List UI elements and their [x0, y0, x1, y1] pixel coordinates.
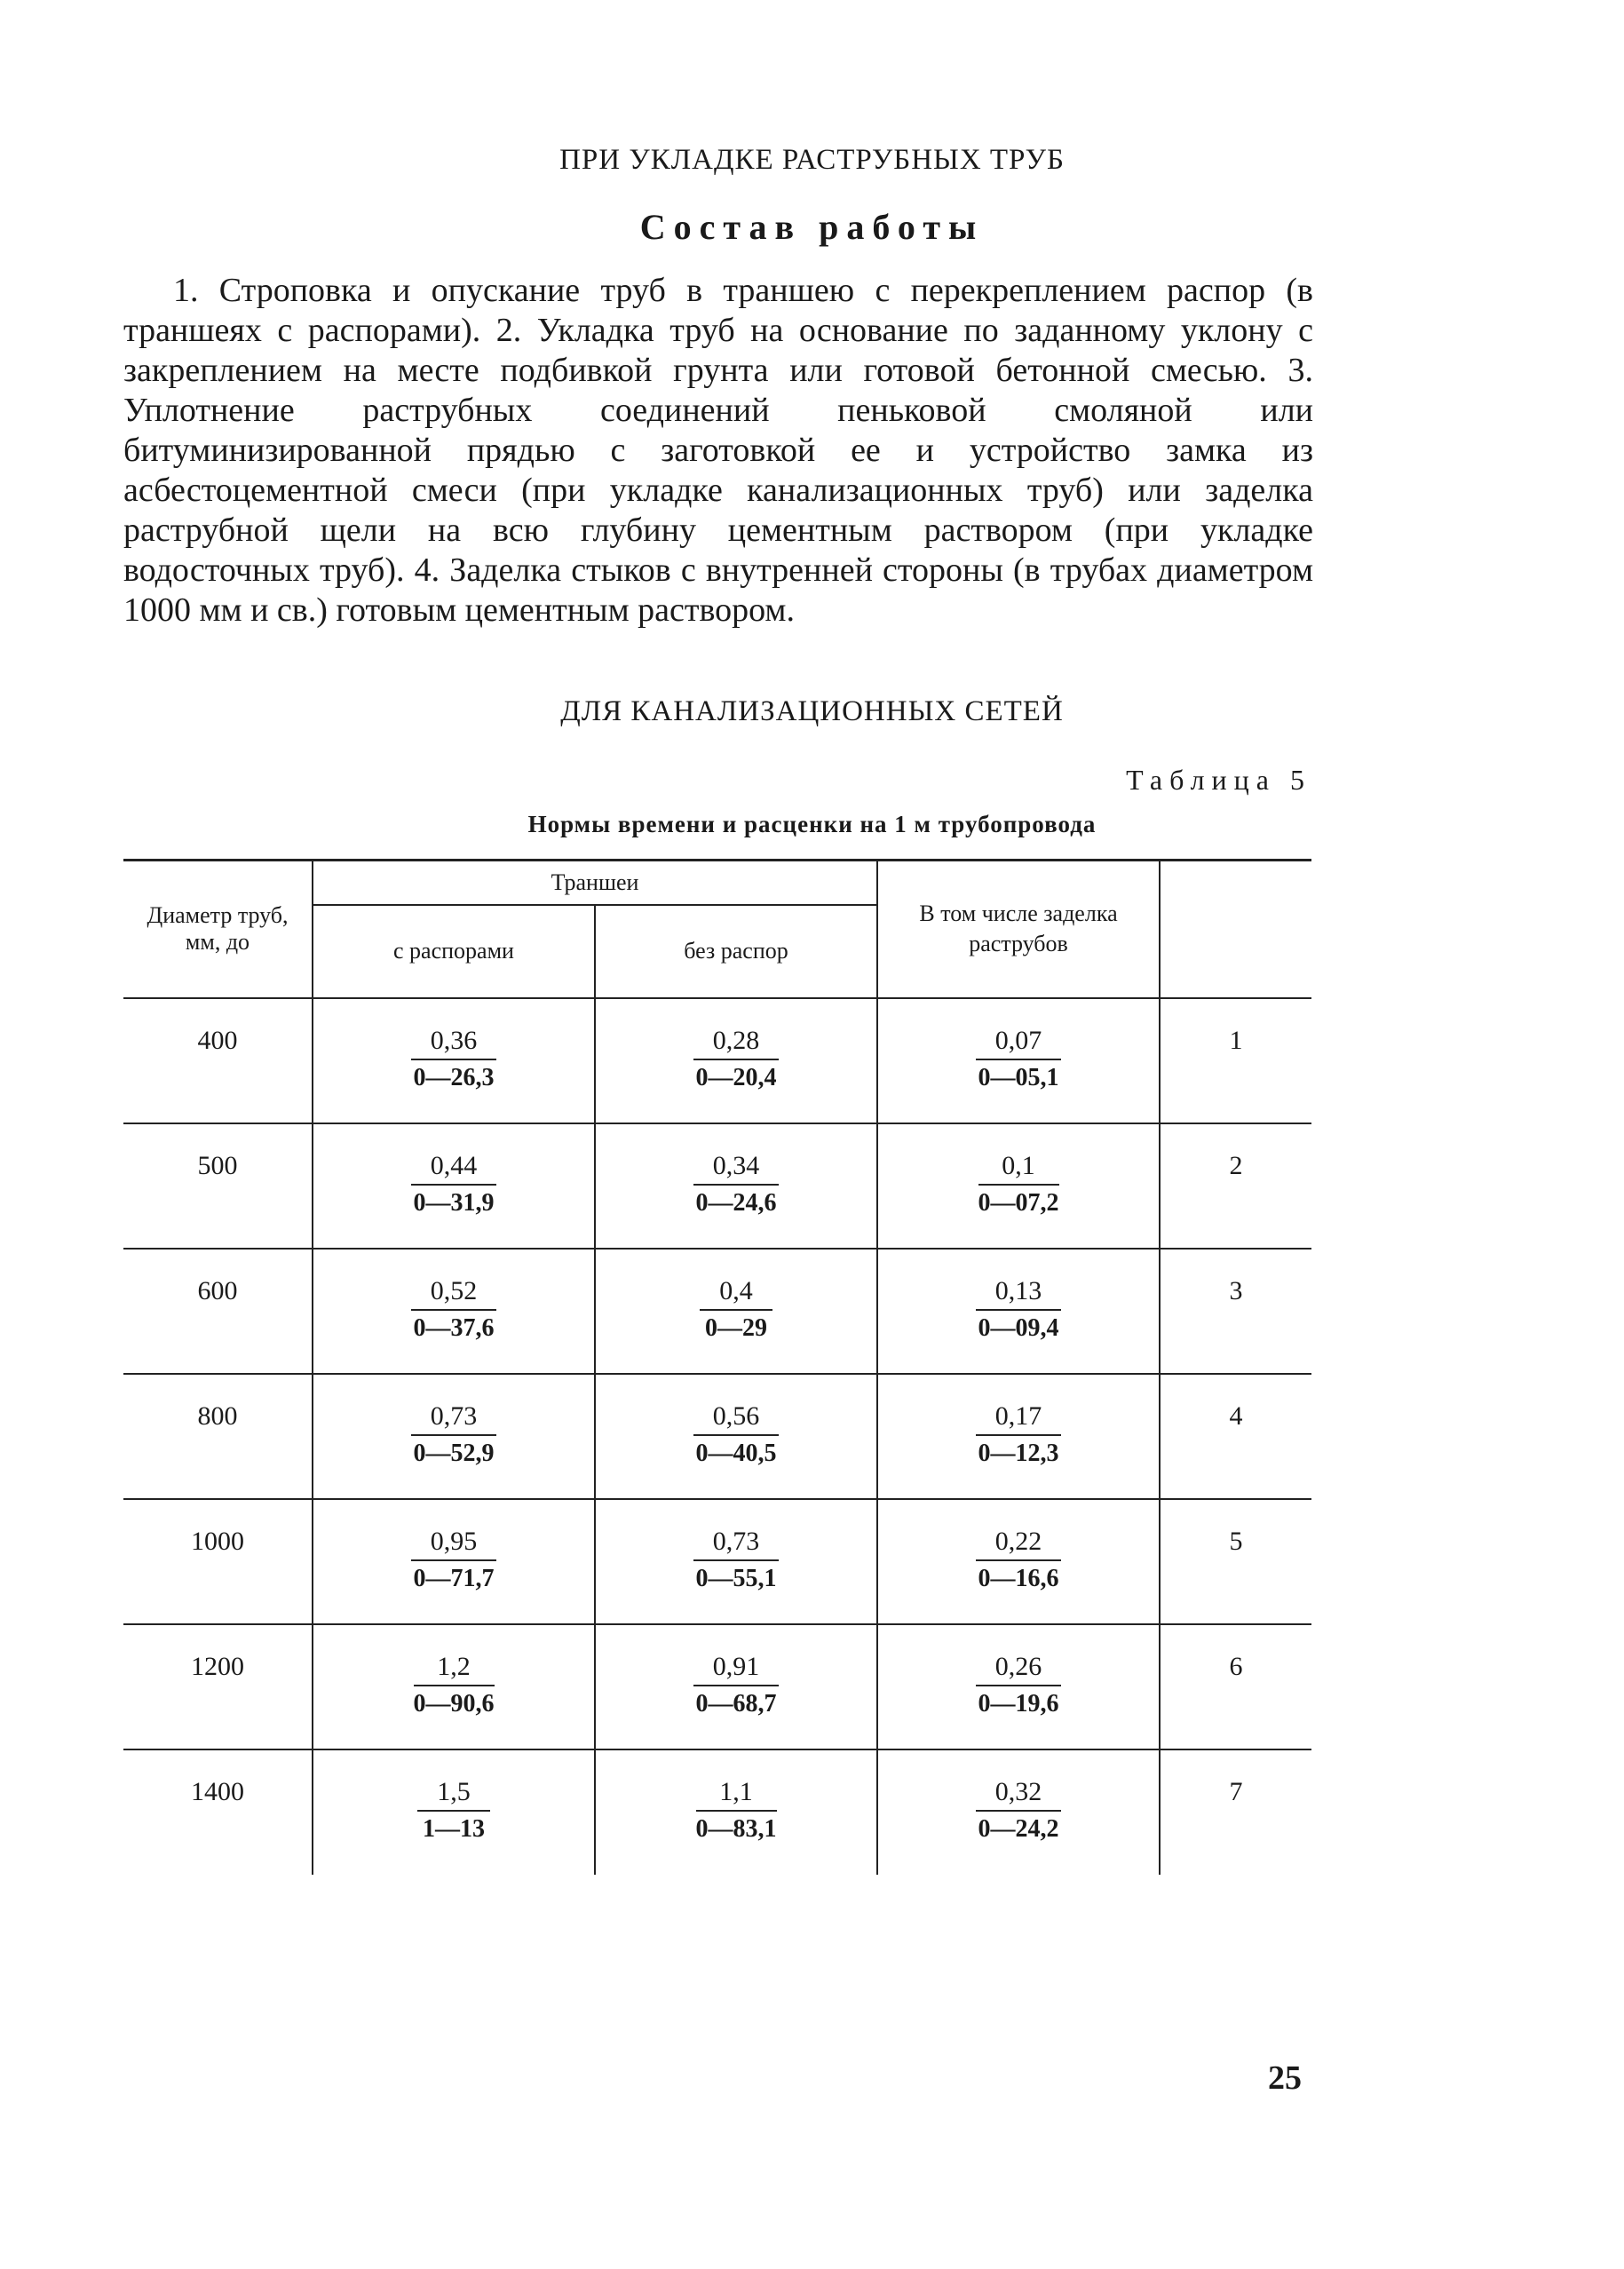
diameter-cell — [123, 1249, 313, 1374]
with-struts-fraction — [414, 1652, 495, 1718]
with-struts-rate: 1—13 — [423, 1814, 485, 1843]
including-cell — [877, 1249, 1160, 1374]
including-rate: 0—12,3 — [978, 1439, 1059, 1467]
with-struts-time-norm: 0,73 — [411, 1401, 497, 1436]
including-time-norm: 0,32 — [976, 1777, 1062, 1812]
without-struts-rate: 0—20,4 — [695, 1063, 777, 1091]
norms-table — [123, 859, 1311, 1875]
with-struts-rate: 0—31,9 — [413, 1188, 495, 1217]
including-cell — [877, 1123, 1160, 1249]
without-struts-cell — [595, 1374, 877, 1499]
without-struts-time-norm: 0,4 — [700, 1276, 772, 1311]
without-struts-fraction — [696, 1777, 777, 1844]
with-struts-rate: 0—37,6 — [413, 1313, 495, 1342]
header-with-struts: с распорами — [313, 905, 595, 998]
section-heading-top: ПРИ УКЛАДКЕ РАСТРУБНЫХ ТРУБ — [559, 144, 1065, 176]
without-struts-time-norm: 0,56 — [693, 1401, 780, 1436]
with-struts-time-norm: 1,2 — [414, 1652, 495, 1686]
work-composition-title: Состав работы — [639, 207, 985, 247]
row-index-cell — [1160, 1249, 1311, 1374]
including-cell — [877, 1749, 1160, 1875]
including-fraction — [976, 1276, 1062, 1343]
including-fraction — [976, 1026, 1062, 1092]
without-struts-rate: 0—68,7 — [695, 1689, 777, 1718]
header-without-struts: без распор — [595, 905, 877, 998]
without-struts-cell — [595, 1749, 877, 1875]
diameter-value: 400 — [197, 1025, 238, 1055]
including-cell — [877, 998, 1160, 1123]
including-cell — [877, 1624, 1160, 1749]
with-struts-fraction — [411, 1401, 497, 1468]
section-heading-sewer: ДЛЯ КАНАЛИЗАЦИОННЫХ СЕТЕЙ — [560, 695, 1064, 727]
without-struts-cell — [595, 1249, 877, 1374]
without-struts-time-norm: 0,28 — [693, 1026, 780, 1060]
with-struts-time-norm: 0,44 — [411, 1151, 497, 1186]
with-struts-rate: 0—52,9 — [413, 1439, 495, 1467]
including-time-norm: 0,13 — [976, 1276, 1062, 1311]
with-struts-time-norm: 0,36 — [411, 1026, 497, 1060]
table-row — [123, 998, 1311, 1123]
including-time-norm: 0,07 — [976, 1026, 1062, 1060]
without-struts-fraction — [693, 1151, 780, 1218]
with-struts-cell — [313, 1374, 595, 1499]
with-struts-cell — [313, 1749, 595, 1875]
header-index — [1160, 861, 1311, 998]
without-struts-cell — [595, 1123, 877, 1249]
without-struts-cell — [595, 1499, 877, 1624]
with-struts-rate: 0—26,3 — [413, 1063, 495, 1091]
including-cell — [877, 1499, 1160, 1624]
including-time-norm: 0,22 — [976, 1527, 1062, 1561]
diameter-cell — [123, 998, 313, 1123]
including-rate: 0—19,6 — [978, 1689, 1059, 1718]
with-struts-fraction — [411, 1276, 497, 1343]
diameter-value: 500 — [197, 1150, 238, 1180]
without-struts-cell — [595, 1624, 877, 1749]
with-struts-fraction — [411, 1026, 497, 1092]
row-index: 2 — [1229, 1150, 1243, 1180]
without-struts-time-norm: 1,1 — [696, 1777, 777, 1812]
diameter-cell — [123, 1374, 313, 1499]
without-struts-fraction — [693, 1401, 780, 1468]
with-struts-cell — [313, 1499, 595, 1624]
including-rate: 0—05,1 — [978, 1063, 1059, 1091]
header-including: В том числе заделка раструбов — [877, 861, 1160, 998]
without-struts-rate: 0—55,1 — [695, 1564, 777, 1592]
without-struts-fraction — [693, 1652, 780, 1718]
with-struts-time-norm: 1,5 — [417, 1777, 490, 1812]
header-diameter: Диаметр труб, мм, до — [123, 861, 313, 998]
including-fraction — [976, 1401, 1062, 1468]
with-struts-cell — [313, 1624, 595, 1749]
row-index-cell — [1160, 1749, 1311, 1875]
with-struts-time-norm: 0,95 — [411, 1527, 497, 1561]
without-struts-fraction — [700, 1276, 772, 1343]
row-index-cell — [1160, 1123, 1311, 1249]
including-rate: 0—07,2 — [978, 1188, 1059, 1217]
with-struts-rate: 0—90,6 — [413, 1689, 495, 1718]
row-index-cell — [1160, 998, 1311, 1123]
diameter-value: 600 — [197, 1275, 238, 1305]
diameter-value: 1200 — [191, 1651, 244, 1681]
work-description-paragraph: 1. Строповка и опускание труб в траншею с перекреплением распор (в траншеях с распорами). 2. Укладка труб на основание по заданному уклону с закреплением на месте подбивкой грунта или готовой бетонной смесью. 3. Уплотнение раструбных соединений пеньковой смоляной или битуминизированной прядью с заготовкой ее и устройство замка из асбестоцементной смеси (при укладке канализационных труб) или заделка раструбной щели на всю глубину цементным раствором (при укладке водосточных труб). 4. Заделка стыков с внутренней стороны (в трубах диаметром 1000 мм и св.) готовым цементным раствором. — [123, 272, 1313, 629]
table-row — [123, 1249, 1311, 1374]
diameter-cell — [123, 1499, 313, 1624]
without-struts-fraction — [693, 1026, 780, 1092]
row-index-cell — [1160, 1374, 1311, 1499]
row-index-cell — [1160, 1499, 1311, 1624]
without-struts-rate: 0—40,5 — [695, 1439, 777, 1467]
including-cell — [877, 1374, 1160, 1499]
row-index: 5 — [1229, 1526, 1243, 1556]
without-struts-time-norm: 0,34 — [693, 1151, 780, 1186]
diameter-cell — [123, 1123, 313, 1249]
with-struts-fraction — [411, 1527, 497, 1593]
with-struts-cell — [313, 998, 595, 1123]
without-struts-cell — [595, 998, 877, 1123]
row-index: 6 — [1229, 1651, 1243, 1681]
diameter-value: 1000 — [191, 1526, 244, 1556]
without-struts-time-norm: 0,73 — [693, 1527, 780, 1561]
row-index: 4 — [1229, 1400, 1243, 1431]
table-caption: Нормы времени и расценки на 1 м трубопровода — [527, 811, 1097, 837]
with-struts-fraction — [417, 1777, 490, 1844]
including-rate: 0—16,6 — [978, 1564, 1059, 1592]
without-struts-time-norm: 0,91 — [693, 1652, 780, 1686]
table-row — [123, 1624, 1311, 1749]
table-row — [123, 1374, 1311, 1499]
diameter-cell — [123, 1749, 313, 1875]
including-fraction — [978, 1151, 1059, 1218]
with-struts-cell — [313, 1123, 595, 1249]
including-rate: 0—09,4 — [978, 1313, 1059, 1342]
including-time-norm: 0,1 — [978, 1151, 1059, 1186]
diameter-cell — [123, 1624, 313, 1749]
table-row — [123, 1499, 1311, 1624]
including-time-norm: 0,26 — [976, 1652, 1062, 1686]
with-struts-time-norm: 0,52 — [411, 1276, 497, 1311]
including-fraction — [976, 1652, 1062, 1718]
diameter-value: 800 — [197, 1400, 238, 1431]
row-index: 1 — [1229, 1025, 1243, 1055]
row-index: 3 — [1229, 1275, 1243, 1305]
including-time-norm: 0,17 — [976, 1401, 1062, 1436]
including-rate: 0—24,2 — [978, 1814, 1059, 1843]
including-fraction — [976, 1777, 1062, 1844]
without-struts-fraction — [693, 1527, 780, 1593]
with-struts-cell — [313, 1249, 595, 1374]
row-index: 7 — [1229, 1776, 1243, 1806]
table-row — [123, 1123, 1311, 1249]
table-row — [123, 1749, 1311, 1875]
with-struts-rate: 0—71,7 — [413, 1564, 495, 1592]
without-struts-rate: 0—83,1 — [695, 1814, 777, 1843]
without-struts-rate: 0—24,6 — [695, 1188, 777, 1217]
page-number: 25 — [1268, 2059, 1302, 2097]
table-label: Таблица 5 — [1126, 764, 1311, 796]
row-index-cell — [1160, 1624, 1311, 1749]
diameter-value: 1400 — [191, 1776, 244, 1806]
including-fraction — [976, 1527, 1062, 1593]
without-struts-rate: 0—29 — [705, 1313, 767, 1342]
header-trenches: Траншеи — [313, 861, 877, 905]
with-struts-fraction — [411, 1151, 497, 1218]
